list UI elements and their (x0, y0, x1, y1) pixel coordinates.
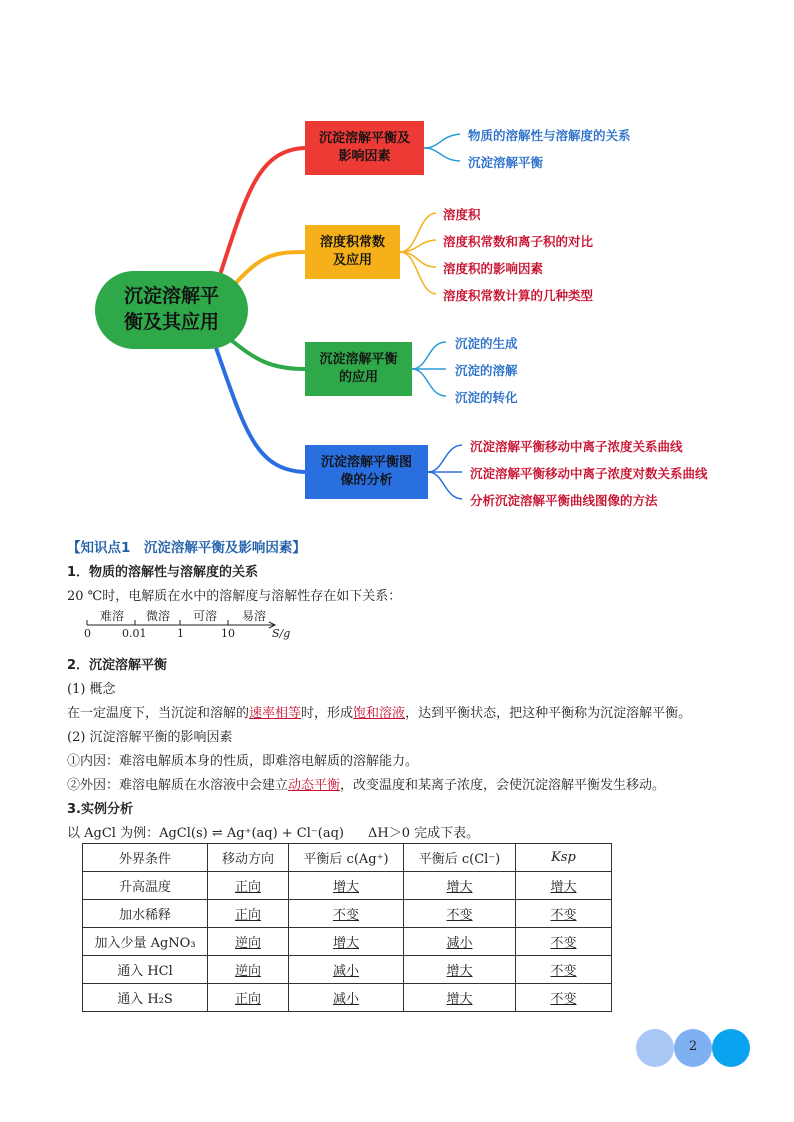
branch-2-box (305, 225, 400, 279)
leaf-2-3: 溶度积的影响因素 (443, 261, 544, 276)
leaf-3-3: 沉淀的转化 (455, 390, 518, 405)
table-cell: 正向 (208, 984, 289, 1012)
analysis-table (82, 843, 612, 1012)
mind-map-root (95, 271, 248, 349)
s3-heading: 3.实例分析 (67, 802, 133, 817)
concept-answer-rate: 速率相等 (249, 706, 302, 721)
table-cell: 加入少量 AgNO₃ (83, 928, 208, 956)
table-cell: 不变 (516, 900, 612, 928)
table-cell: 减小 (289, 984, 404, 1012)
leaf-2-1: 溶度积 (443, 207, 481, 222)
s2-concept (67, 702, 691, 721)
mind-map-root-label: 沉淀溶解平衡及其应用 (123, 285, 219, 333)
mind-map (0, 0, 794, 520)
s3-equation: 以 AgCl 为例：AgCl(s) ⇌ Ag⁺(aq) + Cl⁻(aq) (67, 826, 344, 841)
s2-p1: (1) 概念 (67, 682, 116, 697)
table-cell: 正向 (208, 872, 289, 900)
leaf-3-2: 沉淀的溶解 (455, 363, 518, 378)
branch-4-title: 沉淀溶解平衡图像的分析 (320, 455, 412, 488)
s1-heading: 1．物质的溶解性与溶解度的关系 (67, 565, 259, 580)
s1-text: 20 ℃时，电解质在水中的溶解度与溶解性存在如下关系： (67, 589, 402, 604)
scale-tick-0: 0 (84, 627, 91, 640)
branch-2-title: 溶度积常数及应用 (319, 235, 385, 268)
table-cell: 增大 (516, 872, 612, 900)
table-row (83, 956, 612, 984)
concept-text-e: ，达到平衡状态，把这种平衡称为沉淀溶解平衡。 (405, 706, 692, 721)
branch-3-title: 沉淀溶解平衡的应用 (319, 352, 398, 385)
table-header: 平衡后 c(Cl⁻) (404, 844, 516, 872)
leaf-4-1: 沉淀溶解平衡移动中离子浓度关系曲线 (470, 439, 683, 454)
page-number-badge (636, 1028, 752, 1068)
table-cell: 不变 (404, 900, 516, 928)
leaf-2-4: 溶度积常数计算的几种类型 (443, 288, 594, 303)
table-cell: 不变 (516, 956, 612, 984)
scale-label-2: 微溶 (146, 609, 171, 623)
scale-tick-1: 0.01 (122, 627, 147, 640)
badge-circle-right (712, 1029, 750, 1067)
outer-answer-dynamic: 动态平衡 (288, 778, 341, 793)
table-cell: 增大 (289, 928, 404, 956)
scale-unit: S/g (272, 627, 291, 640)
scale-tick-2: 1 (177, 627, 184, 640)
badge-circle-left (636, 1029, 674, 1067)
table-row (83, 984, 612, 1012)
scale-tick-3: 10 (221, 627, 235, 640)
table-cell: 增大 (404, 984, 516, 1012)
leaf-3-1: 沉淀的生成 (455, 336, 518, 351)
concept-answer-saturated: 饱和溶液 (353, 706, 406, 721)
table-cell: 加水稀释 (83, 900, 208, 928)
table-header: 平衡后 c(Ag⁺) (289, 844, 404, 872)
table-header: 移动方向 (208, 844, 289, 872)
table-row (83, 900, 612, 928)
table-cell: 通入 H₂S (83, 984, 208, 1012)
outer-text-c: ，改变温度和某离子浓度，会使沉淀溶解平衡发生移动。 (340, 778, 666, 793)
table-cell: 逆向 (208, 956, 289, 984)
s3-instruction: ΔH＞0 完成下表。 (368, 826, 480, 841)
leaf-1-2: 沉淀溶解平衡 (468, 155, 544, 170)
branch-1-title: 沉淀溶解平衡及影响因素 (318, 131, 410, 164)
leaf-4-3: 分析沉淀溶解平衡曲线图像的方法 (470, 493, 658, 508)
scale-label-1: 难溶 (100, 609, 125, 623)
section-title: 【知识点1 沉淀溶解平衡及影响因素】 (67, 540, 306, 556)
branch-4-box (305, 445, 428, 499)
concept-text-a: 在一定温度下，当沉淀和溶解的 (67, 706, 250, 721)
table-cell: 升高温度 (83, 872, 208, 900)
table-cell: 通入 HCl (83, 956, 208, 984)
branch-1-box (305, 121, 424, 175)
outer-text-a: ②外因：难溶电解质在水溶液中会建立 (67, 778, 289, 793)
leaf-1-1: 物质的溶解性与溶解度的关系 (468, 128, 631, 143)
s2-heading: 2．沉淀溶解平衡 (67, 658, 168, 673)
table-row (83, 872, 612, 900)
page-number: 2 (688, 1039, 698, 1054)
table-header-row (83, 844, 612, 872)
table-header: 外界条件 (83, 844, 208, 872)
table-cell: 减小 (404, 928, 516, 956)
leaf-2-2: 溶度积常数和离子积的对比 (443, 234, 594, 249)
leaf-4-2: 沉淀溶解平衡移动中离子浓度对数关系曲线 (470, 466, 708, 481)
s2-inner: ①内因：难溶电解质本身的性质，即难溶电解质的溶解能力。 (67, 754, 419, 769)
table-row (83, 928, 612, 956)
table-cell: 增大 (404, 956, 516, 984)
table-cell: 不变 (516, 984, 612, 1012)
branch-3-box (305, 342, 412, 396)
scale-label-4: 易溶 (242, 609, 267, 623)
scale-label-3: 可溶 (193, 609, 218, 623)
table-cell: 增大 (289, 872, 404, 900)
table-cell: 增大 (404, 872, 516, 900)
table-cell: 不变 (289, 900, 404, 928)
table-cell: 不变 (516, 928, 612, 956)
s3-text (67, 822, 479, 841)
s2-p2: (2) 沉淀溶解平衡的影响因素 (67, 730, 233, 745)
table-header: Ksp (516, 844, 612, 872)
solubility-scale (80, 607, 300, 643)
table-cell: 正向 (208, 900, 289, 928)
table-cell: 减小 (289, 956, 404, 984)
s2-outer (67, 774, 665, 793)
table-cell: 逆向 (208, 928, 289, 956)
concept-text-c: 时，形成 (301, 706, 354, 721)
